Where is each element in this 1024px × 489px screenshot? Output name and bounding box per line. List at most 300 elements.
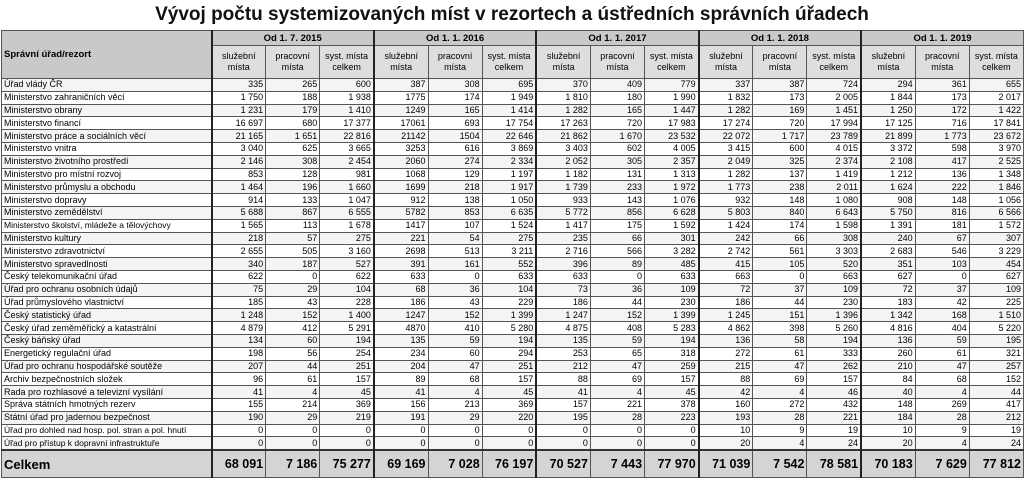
total-cell: 69 169 — [374, 450, 428, 478]
table-cell: 17 841 — [969, 117, 1023, 130]
table-cell: 4 015 — [807, 142, 861, 155]
table-cell: 6 628 — [645, 206, 699, 219]
table-cell: 54 — [428, 232, 482, 245]
table-cell: 190 — [212, 411, 266, 424]
table-cell: 3 403 — [536, 142, 590, 155]
table-cell: 1 247 — [536, 309, 590, 322]
table-cell: 274 — [428, 155, 482, 168]
table-cell: 136 — [861, 334, 915, 347]
table-cell: 1 846 — [969, 181, 1023, 194]
table-cell: 0 — [320, 437, 374, 450]
table-cell: 633 — [536, 270, 590, 283]
row-label: Ministerstvo kultury — [2, 232, 212, 245]
table-cell: 6 635 — [482, 206, 536, 219]
table-cell: 168 — [915, 309, 969, 322]
table-cell: 21142 — [374, 130, 428, 143]
table-cell: 225 — [969, 296, 1023, 309]
table-cell: 235 — [536, 232, 590, 245]
table-cell: 69 — [753, 373, 807, 386]
table-cell: 17061 — [374, 117, 428, 130]
table-cell: 2698 — [374, 245, 428, 258]
table-body — [2, 79, 1024, 451]
table-cell: 207 — [212, 360, 266, 373]
table-cell: 1 231 — [212, 104, 266, 117]
table-cell: 301 — [645, 232, 699, 245]
table-cell: 1 990 — [645, 91, 699, 104]
table-cell: 45 — [482, 386, 536, 399]
row-label: Ministerstvo zemědělství — [2, 206, 212, 219]
table-cell: 1699 — [374, 181, 428, 194]
table-cell: 156 — [374, 398, 428, 411]
table-cell: 415 — [699, 258, 753, 271]
table-row — [2, 258, 1024, 271]
table-cell: 816 — [915, 206, 969, 219]
table-cell: 600 — [320, 79, 374, 92]
table-cell: 2 052 — [536, 155, 590, 168]
table-cell: 3 211 — [482, 245, 536, 258]
table-cell: 0 — [590, 270, 644, 283]
table-cell: 44 — [969, 386, 1023, 399]
table-cell: 914 — [212, 194, 266, 207]
table-cell: 520 — [807, 258, 861, 271]
table-cell: 1 572 — [969, 219, 1023, 232]
total-cell: 7 443 — [590, 450, 644, 478]
table-cell: 184 — [861, 411, 915, 424]
table-cell: 3 415 — [699, 142, 753, 155]
table-cell: 305 — [590, 155, 644, 168]
row-label: Ministerstvo životního prostředí — [2, 155, 212, 168]
table-cell: 157 — [482, 373, 536, 386]
table-cell: 195 — [969, 334, 1023, 347]
table-cell: 378 — [645, 398, 699, 411]
table-cell: 191 — [374, 411, 428, 424]
table-cell: 194 — [482, 334, 536, 347]
period-header: Od 1. 7. 2015 — [212, 31, 374, 46]
row-label: Úřad průmyslového vlastnictví — [2, 296, 212, 309]
row-label: Ministerstvo práce a sociálních věcí — [2, 130, 212, 143]
table-cell: 37 — [753, 283, 807, 296]
table-cell: 185 — [212, 296, 266, 309]
table-cell: 6 555 — [320, 206, 374, 219]
table-cell: 40 — [861, 386, 915, 399]
table-cell: 157 — [807, 373, 861, 386]
table-cell: 398 — [753, 322, 807, 335]
table-cell: 2 049 — [699, 155, 753, 168]
table-cell: 5 772 — [536, 206, 590, 219]
table-cell: 4 862 — [699, 322, 753, 335]
table-cell: 44 — [266, 360, 320, 373]
table-cell: 1 282 — [699, 104, 753, 117]
table-cell: 1 810 — [536, 91, 590, 104]
table-cell: 152 — [969, 373, 1023, 386]
table-cell: 3253 — [374, 142, 428, 155]
table-cell: 1 282 — [699, 168, 753, 181]
period-header: Od 1. 1. 2018 — [699, 31, 861, 46]
total-cell: 78 581 — [807, 450, 861, 478]
table-cell: 0 — [753, 270, 807, 283]
table-cell: 1 047 — [320, 194, 374, 207]
table-cell: 42 — [699, 386, 753, 399]
table-cell: 109 — [645, 283, 699, 296]
table-cell: 84 — [861, 373, 915, 386]
table-cell: 1 717 — [753, 130, 807, 143]
table-cell: 16 697 — [212, 117, 266, 130]
table-cell: 41 — [536, 386, 590, 399]
table-cell: 0 — [320, 424, 374, 437]
table-cell: 212 — [969, 411, 1023, 424]
table-cell: 417 — [969, 398, 1023, 411]
table-cell: 351 — [861, 258, 915, 271]
period-header: Od 1. 1. 2017 — [536, 31, 698, 46]
table-cell: 616 — [428, 142, 482, 155]
table-cell: 1 417 — [536, 219, 590, 232]
table-cell: 1 949 — [482, 91, 536, 104]
table-cell: 720 — [590, 117, 644, 130]
table-cell: 4 — [590, 386, 644, 399]
table-cell: 269 — [915, 398, 969, 411]
table-cell: 333 — [807, 347, 861, 360]
table-cell: 214 — [266, 398, 320, 411]
table-row — [2, 117, 1024, 130]
table-cell: 1 248 — [212, 309, 266, 322]
table-cell: 22 816 — [320, 130, 374, 143]
table-row — [2, 437, 1024, 450]
table-cell: 1 598 — [807, 219, 861, 232]
table-cell: 68 — [915, 373, 969, 386]
table-cell: 1249 — [374, 104, 428, 117]
data-table — [1, 30, 1024, 478]
table-cell: 28 — [753, 411, 807, 424]
table-cell: 552 — [482, 258, 536, 271]
table-cell: 4 — [753, 386, 807, 399]
table-cell: 47 — [915, 360, 969, 373]
table-cell: 29 — [266, 411, 320, 424]
table-cell: 3 970 — [969, 142, 1023, 155]
row-label: Ministerstvo zahraničních věcí — [2, 91, 212, 104]
table-cell: 695 — [482, 79, 536, 92]
table-cell: 1 250 — [861, 104, 915, 117]
table-cell: 72 — [861, 283, 915, 296]
table-cell: 308 — [807, 232, 861, 245]
table-cell: 275 — [320, 232, 374, 245]
table-cell: 10 — [861, 424, 915, 437]
table-row — [2, 232, 1024, 245]
table-cell: 181 — [915, 219, 969, 232]
table-cell: 253 — [536, 347, 590, 360]
table-cell: 409 — [590, 79, 644, 92]
table-cell: 0 — [428, 270, 482, 283]
table-cell: 262 — [807, 360, 861, 373]
table-cell: 724 — [807, 79, 861, 92]
total-cell: 68 091 — [212, 450, 266, 478]
table-cell: 1 212 — [861, 168, 915, 181]
total-cell: 77 812 — [969, 450, 1023, 478]
table-cell: 908 — [861, 194, 915, 207]
table-row — [2, 347, 1024, 360]
table-cell: 186 — [699, 296, 753, 309]
table-cell: 17 274 — [699, 117, 753, 130]
table-cell: 61 — [266, 373, 320, 386]
row-label: Český báňský úřad — [2, 334, 212, 347]
table-cell: 43 — [428, 296, 482, 309]
table-cell: 223 — [645, 411, 699, 424]
table-cell: 566 — [590, 245, 644, 258]
column-header: syst. místa celkem — [645, 46, 699, 79]
table-cell: 59 — [428, 334, 482, 347]
column-header: služební místa — [861, 46, 915, 79]
table-cell: 265 — [266, 79, 320, 92]
table-cell: 0 — [590, 424, 644, 437]
table-cell: 204 — [374, 360, 428, 373]
table-cell: 230 — [807, 296, 861, 309]
table-cell: 408 — [590, 322, 644, 335]
table-cell: 0 — [212, 424, 266, 437]
table-cell: 0 — [266, 270, 320, 283]
table-cell: 44 — [590, 296, 644, 309]
table-cell: 1 938 — [320, 91, 374, 104]
table-cell: 3 869 — [482, 142, 536, 155]
table-cell: 432 — [807, 398, 861, 411]
table-cell: 17 263 — [536, 117, 590, 130]
table-cell: 37 — [915, 283, 969, 296]
row-label: Rada pro rozhlasové a televizní vysílání — [2, 386, 212, 399]
table-cell: 88 — [536, 373, 590, 386]
table-cell: 716 — [915, 117, 969, 130]
table-cell: 174 — [428, 91, 482, 104]
table-cell: 933 — [536, 194, 590, 207]
column-header: pracovní místa — [915, 46, 969, 79]
table-cell: 1 524 — [482, 219, 536, 232]
table-cell: 1 592 — [645, 219, 699, 232]
table-cell: 4 875 — [536, 322, 590, 335]
total-cell: 70 527 — [536, 450, 590, 478]
table-cell: 0 — [482, 424, 536, 437]
table-cell: 1 410 — [320, 104, 374, 117]
table-cell: 1 419 — [807, 168, 861, 181]
table-cell: 307 — [969, 232, 1023, 245]
table-cell: 46 — [807, 386, 861, 399]
table-cell: 2060 — [374, 155, 428, 168]
table-cell: 133 — [266, 194, 320, 207]
table-cell: 663 — [807, 270, 861, 283]
table-cell: 622 — [320, 270, 374, 283]
table-cell: 20 — [699, 437, 753, 450]
table-cell: 625 — [266, 142, 320, 155]
table-cell: 454 — [969, 258, 1023, 271]
table-cell: 1 342 — [861, 309, 915, 322]
table-cell: 194 — [320, 334, 374, 347]
table-cell: 4 816 — [861, 322, 915, 335]
row-label: Energetický regulační úřad — [2, 347, 212, 360]
table-cell: 215 — [699, 360, 753, 373]
table-cell: 1 917 — [482, 181, 536, 194]
table-cell: 4 — [915, 437, 969, 450]
table-cell: 410 — [428, 322, 482, 335]
table-cell: 779 — [645, 79, 699, 92]
total-cell: 75 277 — [320, 450, 374, 478]
table-cell: 148 — [753, 194, 807, 207]
column-header: služební místa — [374, 46, 428, 79]
table-cell: 23 672 — [969, 130, 1023, 143]
table-cell: 9 — [915, 424, 969, 437]
table-cell: 318 — [645, 347, 699, 360]
table-cell: 41 — [212, 386, 266, 399]
row-label: Správa státních hmotných rezerv — [2, 398, 212, 411]
table-cell: 260 — [861, 347, 915, 360]
table-cell: 240 — [861, 232, 915, 245]
table-cell: 5 280 — [482, 322, 536, 335]
table-cell: 3 282 — [645, 245, 699, 258]
table-cell: 165 — [590, 104, 644, 117]
total-cell: 7 629 — [915, 450, 969, 478]
table-cell: 5 283 — [645, 322, 699, 335]
table-cell: 242 — [699, 232, 753, 245]
total-cell: 70 183 — [861, 450, 915, 478]
row-label: Úřad pro přístup k dopravní infrastruktuře — [2, 437, 212, 450]
table-cell: 5 291 — [320, 322, 374, 335]
table-cell: 1 076 — [645, 194, 699, 207]
table-cell: 1 400 — [320, 309, 374, 322]
table-cell: 47 — [590, 360, 644, 373]
total-label: Celkem — [2, 450, 212, 478]
table-cell: 4 — [428, 386, 482, 399]
table-cell: 187 — [266, 258, 320, 271]
table-cell: 238 — [753, 181, 807, 194]
table-cell: 5 260 — [807, 322, 861, 335]
row-label: Ministerstvo vnitra — [2, 142, 212, 155]
column-header: služební místa — [699, 46, 753, 79]
table-cell: 230 — [645, 296, 699, 309]
table-cell: 308 — [266, 155, 320, 168]
table-cell: 36 — [590, 283, 644, 296]
row-label: Úřad pro ochranu hospodářské soutěže — [2, 360, 212, 373]
table-row — [2, 270, 1024, 283]
table-cell: 173 — [915, 91, 969, 104]
table-cell: 0 — [374, 437, 428, 450]
table-cell: 294 — [482, 347, 536, 360]
table-cell: 0 — [645, 437, 699, 450]
table-cell: 169 — [753, 104, 807, 117]
table-cell: 275 — [482, 232, 536, 245]
table-cell: 186 — [536, 296, 590, 309]
table-cell: 1 678 — [320, 219, 374, 232]
table-row — [2, 398, 1024, 411]
table-cell: 24 — [969, 437, 1023, 450]
table-cell: 627 — [861, 270, 915, 283]
table-cell: 157 — [536, 398, 590, 411]
table-cell: 59 — [590, 334, 644, 347]
table-cell: 0 — [590, 437, 644, 450]
table-cell: 0 — [645, 424, 699, 437]
table-cell: 1 844 — [861, 91, 915, 104]
page-title: Vývoj počtu systemizovaných míst v rezortech a ústředních správních úřadech — [155, 4, 869, 25]
table-cell: 196 — [266, 181, 320, 194]
table-row — [2, 130, 1024, 143]
table-cell: 485 — [645, 258, 699, 271]
column-header: syst. místa celkem — [969, 46, 1023, 79]
table-cell: 161 — [428, 258, 482, 271]
table-cell: 89 — [590, 258, 644, 271]
table-cell: 600 — [753, 142, 807, 155]
table-cell: 0 — [428, 437, 482, 450]
table-cell: 1 651 — [266, 130, 320, 143]
table-cell: 932 — [699, 194, 753, 207]
table-cell: 17 994 — [807, 117, 861, 130]
corner-label: Správní úřad/rezort — [2, 31, 212, 79]
table-cell: 0 — [266, 424, 320, 437]
table-cell: 0 — [374, 424, 428, 437]
table-cell: 2 655 — [212, 245, 266, 258]
table-cell: 212 — [536, 360, 590, 373]
column-header: služební místa — [212, 46, 266, 79]
table-cell: 5 220 — [969, 322, 1023, 335]
total-row — [2, 450, 1024, 478]
table-cell: 1 447 — [645, 104, 699, 117]
table-cell: 109 — [969, 283, 1023, 296]
table-cell: 96 — [212, 373, 266, 386]
table-row — [2, 411, 1024, 424]
table-cell: 3 160 — [320, 245, 374, 258]
table-cell: 0 — [212, 437, 266, 450]
table-cell: 505 — [266, 245, 320, 258]
table-cell: 44 — [753, 296, 807, 309]
table-cell: 1 750 — [212, 91, 266, 104]
table-cell: 221 — [590, 398, 644, 411]
table-cell: 135 — [536, 334, 590, 347]
table-cell: 36 — [428, 283, 482, 296]
total-cell: 76 197 — [482, 450, 536, 478]
table-cell: 1 660 — [320, 181, 374, 194]
table-cell: 23 789 — [807, 130, 861, 143]
table-cell: 42 — [915, 296, 969, 309]
column-header: pracovní místa — [753, 46, 807, 79]
table-cell: 1 565 — [212, 219, 266, 232]
table-cell: 2 374 — [807, 155, 861, 168]
table-cell: 0 — [915, 270, 969, 283]
table-cell: 195 — [536, 411, 590, 424]
table-cell: 19 — [807, 424, 861, 437]
table-cell: 17 754 — [482, 117, 536, 130]
table-cell: 2 017 — [969, 91, 1023, 104]
table-cell: 0 — [536, 437, 590, 450]
table-cell: 1775 — [374, 91, 428, 104]
table-cell: 294 — [861, 79, 915, 92]
table-cell: 113 — [266, 219, 320, 232]
table-cell: 1 348 — [969, 168, 1023, 181]
table-cell: 6 566 — [969, 206, 1023, 219]
table-cell: 58 — [753, 334, 807, 347]
table-cell: 0 — [428, 424, 482, 437]
table-cell: 186 — [374, 296, 428, 309]
table-cell: 0 — [536, 424, 590, 437]
table-cell: 22 646 — [482, 130, 536, 143]
table-cell: 254 — [320, 347, 374, 360]
table-cell: 663 — [699, 270, 753, 283]
row-label: Český úřad zeměměřický a katastrální — [2, 322, 212, 335]
table-cell: 1 422 — [969, 104, 1023, 117]
table-cell: 546 — [915, 245, 969, 258]
table-cell: 10 — [699, 424, 753, 437]
table-cell: 4 005 — [645, 142, 699, 155]
table-cell: 218 — [212, 232, 266, 245]
row-label: Ministerstvo obrany — [2, 104, 212, 117]
period-header: Od 1. 1. 2016 — [374, 31, 536, 46]
table-cell: 1 399 — [482, 309, 536, 322]
table-cell: 88 — [699, 373, 753, 386]
table-cell: 60 — [428, 347, 482, 360]
table-cell: 680 — [266, 117, 320, 130]
row-label: Ministerstvo průmyslu a obchodu — [2, 181, 212, 194]
